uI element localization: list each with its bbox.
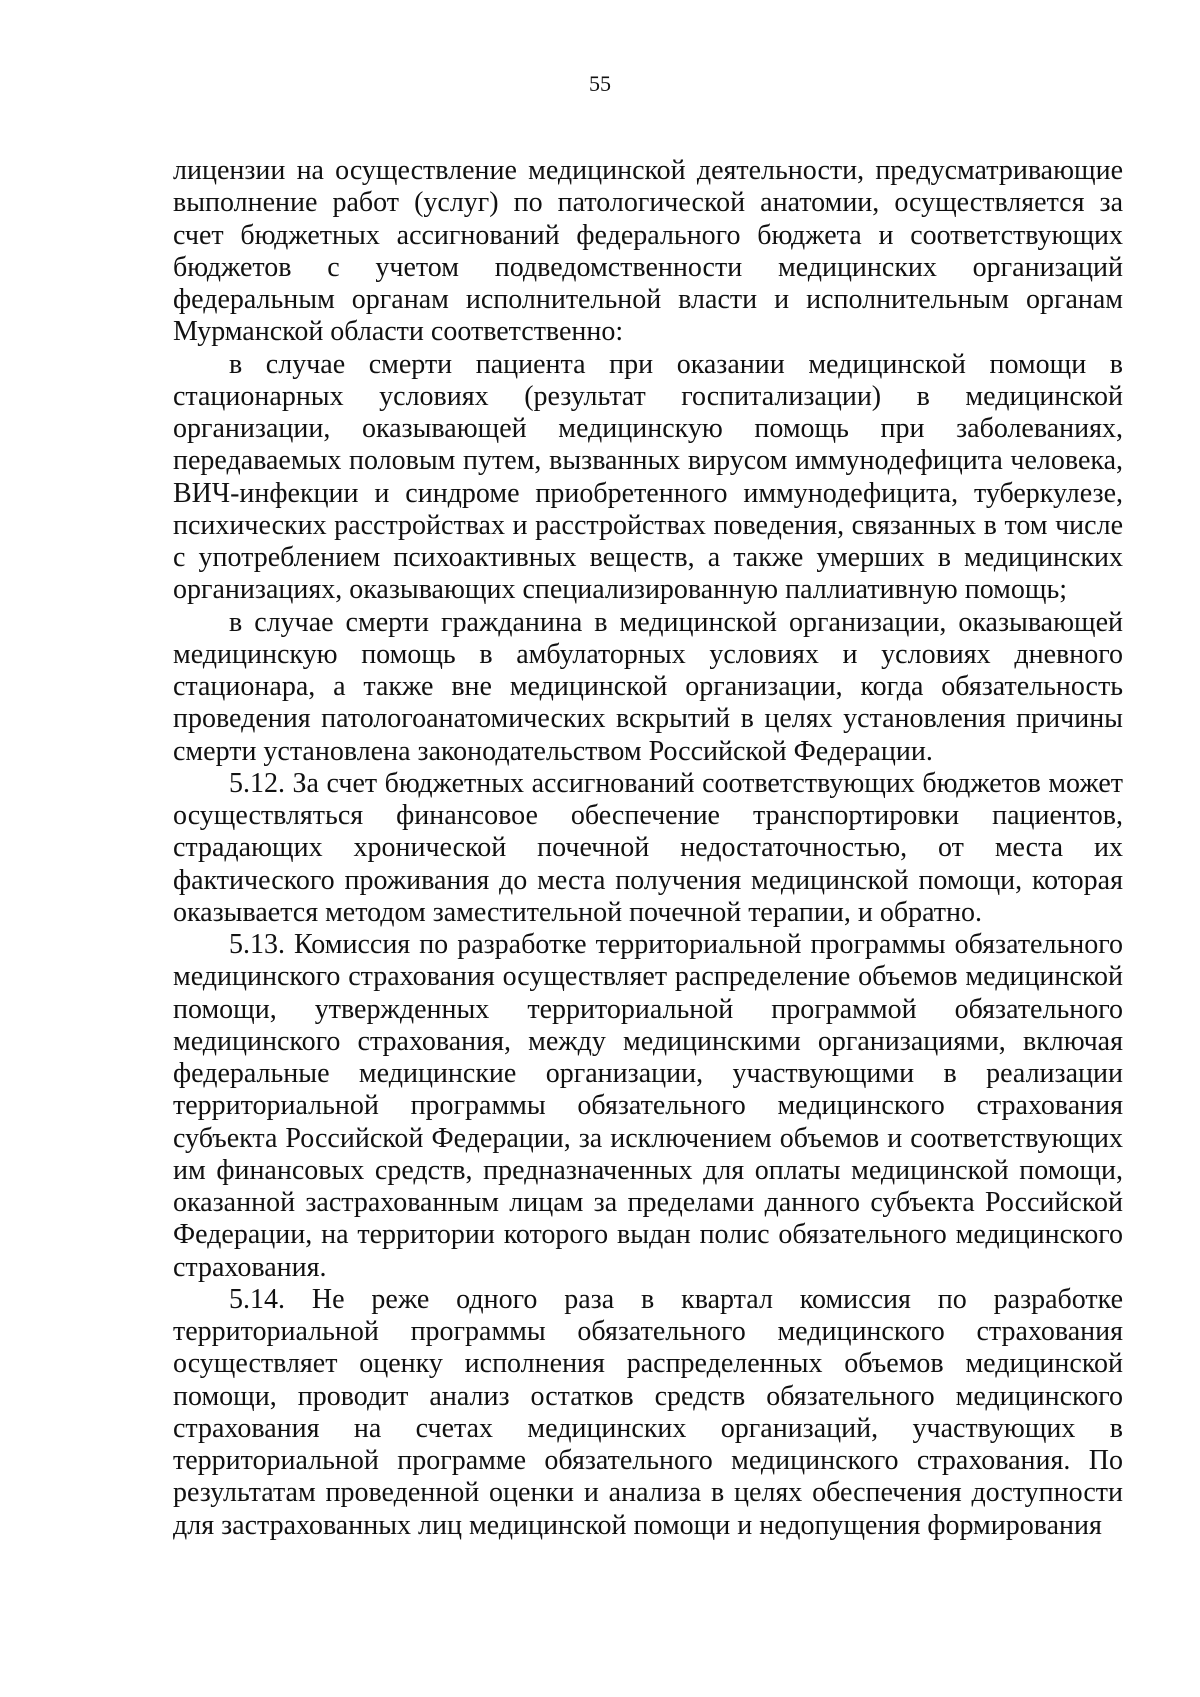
paragraph-5-13: 5.13. Комиссия по разработке территориальной программы обязательного медицинского страхования осуществляет распределение объемов медицинской помощи, утвержденных территориальной программой обязательного медицинского страхования, между медицинскими организациями, включая федеральные медицинские организации, участвующими в реализации территориальной программы обязательного медицинского страхования субъекта Российской Федерации, за исключением объемов и соответствующих им финансовых средств, предназначенных для оплаты медицинской помощи, оказанной застрахованным лицам за пределами данного субъекта Российской Федерации, на территории которого выдан полис обязательного медицинского страхования.	[173, 929, 1123, 1283]
paragraph-death-outpatient: в случае смерти гражданина в медицинской организации, оказывающей медицинскую помощь в амбулаторных условиях и условиях дневного стационара, а также вне медицинской организации, когда обязательность проведения патологоанатомических вскрытий в целях установления причины смерти установлена законодательством Российской Федерации.	[173, 606, 1123, 767]
paragraph-5-12: 5.12. За счет бюджетных ассигнований соответствующих бюджетов может осуществляться финансовое обеспечение транспортировки пациентов, страдающих хронической почечной недостаточностью, от места их фактического проживания до места получения медицинской помощи, которая оказывается методом заместительной почечной терапии, и обратно.	[173, 767, 1123, 928]
paragraph-death-inpatient: в случае смерти пациента при оказании медицинской помощи в стационарных условиях (результат госпитализации) в медицинской организации, оказывающей медицинскую помощь при заболеваниях, передаваемых половым путем, вызванных вирусом иммунодефицита человека, ВИЧ-инфекции и синдроме приобретенного иммунодефицита, туберкулезе, психических расстройствах и расстройствах поведения, связанных в том числе с употреблением психоактивных веществ, а также умерших в медицинских организациях, оказывающих специализированную паллиативную помощь;	[173, 348, 1123, 606]
paragraph-license-funding: лицензии на осуществление медицинской деятельности, предусматривающие выполнение работ (услуг) по патологической анатомии, осуществляется за счет бюджетных ассигнований федерального бюджета и соответствующих бюджетов с учетом подведомственности медицинских организаций федеральным органам исполнительной власти и исполнительным органам Мурманской области соответственно:	[173, 155, 1123, 348]
page-number: 55	[589, 71, 611, 96]
paragraph-5-14: 5.14. Не реже одного раза в квартал комиссия по разработке территориальной программы обязательного медицинского страхования осуществляет оценку исполнения распределенных объемов медицинской помощи, проводит анализ остатков средств обязательного медицинского страхования на счетах медицинских организаций, участвующих в территориальной программе обязательного медицинского страхования. По результатам проведенной оценки и анализа в целях обеспечения доступности для застрахованных лиц медицинской помощи и недопущения формирования	[173, 1283, 1123, 1541]
document-body	[173, 155, 1123, 1542]
